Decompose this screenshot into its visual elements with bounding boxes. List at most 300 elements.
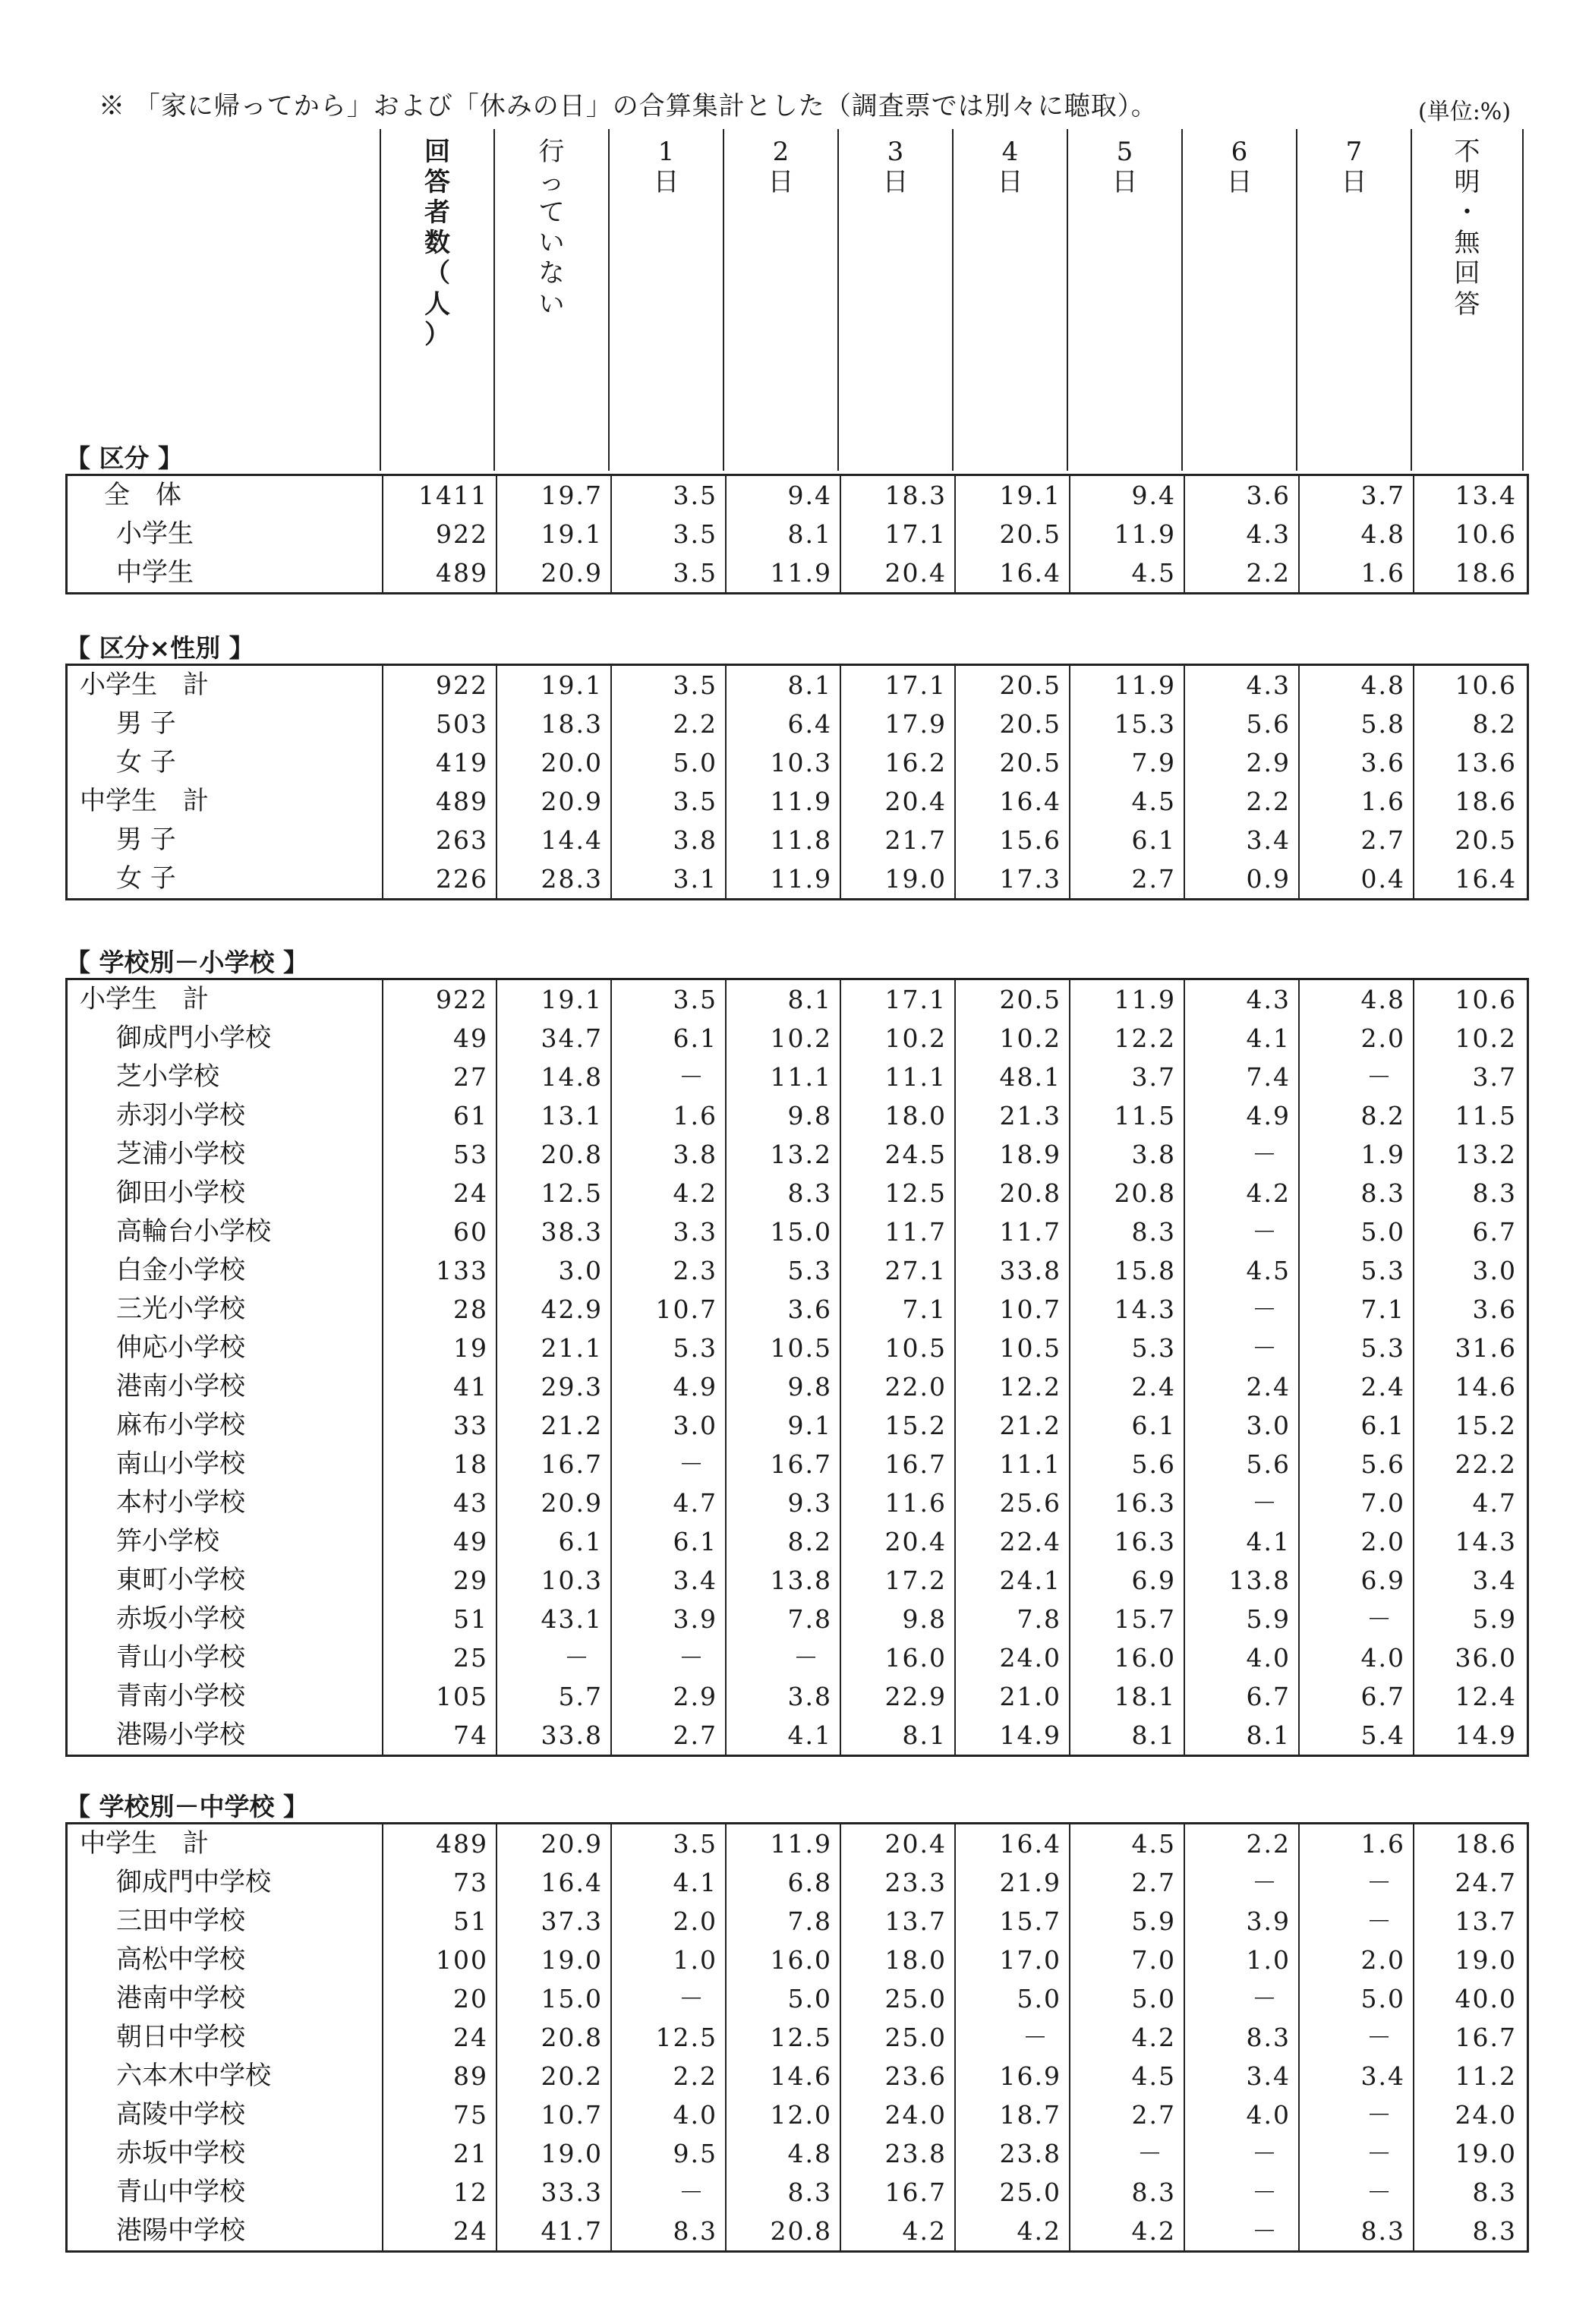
percent-cell: 3.8 bbox=[610, 1135, 725, 1174]
percent-cell: 1.6 bbox=[1298, 782, 1413, 821]
row-label: 青南小学校 bbox=[116, 1681, 245, 1711]
percent-cell: 10.7 bbox=[496, 2095, 610, 2134]
table-row bbox=[68, 1677, 1527, 1716]
header-char: 不 bbox=[1454, 137, 1480, 167]
row-label: 高松中学校 bbox=[116, 1944, 245, 1975]
percent-cell: 4.0 bbox=[1298, 1638, 1413, 1677]
percent-cell: 20.4 bbox=[840, 1522, 954, 1561]
table-row bbox=[68, 1096, 1527, 1135]
percent-cell: 4.5 bbox=[1069, 782, 1184, 821]
header-char: 無 bbox=[1454, 228, 1480, 259]
respondent-count: 226 bbox=[382, 859, 496, 898]
percent-cell: 19.0 bbox=[496, 1941, 610, 1979]
percent-cell: 16.4 bbox=[1413, 859, 1524, 898]
percent-cell: 13.7 bbox=[840, 1902, 954, 1941]
row-label: 女 子 bbox=[116, 863, 176, 894]
percent-cell: 48.1 bbox=[954, 1058, 1069, 1096]
percent-cell: 15.2 bbox=[840, 1406, 954, 1445]
percent-cell: 23.8 bbox=[954, 2134, 1069, 2173]
percent-cell: 1.0 bbox=[610, 1941, 725, 1979]
respondent-count: 51 bbox=[382, 1600, 496, 1638]
percent-cell: 20.5 bbox=[954, 515, 1069, 553]
percent-cell: 3.5 bbox=[610, 782, 725, 821]
table-row bbox=[68, 2173, 1527, 2212]
table-row bbox=[68, 2212, 1527, 2250]
percent-cell: 5.0 bbox=[954, 1979, 1069, 2018]
header-char: 日 bbox=[882, 167, 909, 198]
respondent-count: 489 bbox=[382, 553, 496, 592]
percent-cell: 21.9 bbox=[954, 1863, 1069, 1902]
percent-cell: 16.7 bbox=[840, 2173, 954, 2212]
percent-cell: 2.0 bbox=[1298, 1522, 1413, 1561]
percent-cell: 5.0 bbox=[1069, 1979, 1184, 2018]
percent-cell: 8.2 bbox=[1298, 1096, 1413, 1135]
row-label: 朝日中学校 bbox=[116, 2022, 245, 2052]
percent-cell: 24.5 bbox=[840, 1135, 954, 1174]
percent-cell: 20.5 bbox=[954, 743, 1069, 782]
respondent-count: 1411 bbox=[382, 476, 496, 515]
percent-cell: 6.1 bbox=[496, 1522, 610, 1561]
percent-cell: 12.5 bbox=[610, 2018, 725, 2057]
percent-cell: 3.9 bbox=[610, 1600, 725, 1638]
percent-cell: 33.8 bbox=[954, 1251, 1069, 1290]
percent-cell: 20.2 bbox=[496, 2057, 610, 2095]
percent-cell: 20.5 bbox=[1413, 821, 1524, 859]
header-right-border bbox=[1522, 129, 1524, 471]
header-char: 明 bbox=[1454, 167, 1480, 198]
percent-cell: 8.1 bbox=[725, 980, 840, 1019]
percent-cell: 8.3 bbox=[725, 1174, 840, 1212]
row-label: 中学生 bbox=[116, 557, 194, 588]
percent-cell: 4.2 bbox=[1184, 1174, 1298, 1212]
table-row bbox=[68, 743, 1527, 782]
percent-cell: 16.4 bbox=[496, 1863, 610, 1902]
percent-cell: 2.2 bbox=[610, 2057, 725, 2095]
percent-cell: 4.2 bbox=[1069, 2018, 1184, 2057]
percent-cell: 12.4 bbox=[1413, 1677, 1524, 1716]
percent-cell: 11.5 bbox=[1413, 1096, 1524, 1135]
percent-cell: 13.2 bbox=[1413, 1135, 1524, 1174]
respondent-count: 19 bbox=[382, 1329, 496, 1367]
percent-cell: 5.0 bbox=[610, 743, 725, 782]
table-row bbox=[68, 1058, 1527, 1096]
respondent-count: 133 bbox=[382, 1251, 496, 1290]
percent-cell: 16.0 bbox=[840, 1638, 954, 1677]
row-label: 中学生 計 bbox=[80, 786, 209, 816]
respondent-count: 60 bbox=[382, 1212, 496, 1251]
percent-cell: 20.5 bbox=[954, 666, 1069, 705]
percent-cell: 20.4 bbox=[840, 553, 954, 592]
percent-cell: 8.3 bbox=[1413, 2212, 1524, 2250]
percent-cell: 7.0 bbox=[1298, 1484, 1413, 1522]
percent-cell: 11.5 bbox=[1069, 1096, 1184, 1135]
respondent-count: 28 bbox=[382, 1290, 496, 1329]
header-4-days bbox=[952, 129, 1067, 471]
percent-cell: 8.3 bbox=[1069, 1212, 1184, 1251]
percent-cell: － bbox=[1184, 2212, 1298, 2250]
respondent-count: 12 bbox=[382, 2173, 496, 2212]
percent-cell: 11.9 bbox=[1069, 980, 1184, 1019]
respondent-count: 25 bbox=[382, 1638, 496, 1677]
row-label: 男 子 bbox=[116, 708, 176, 739]
percent-cell: 18.0 bbox=[840, 1941, 954, 1979]
row-label: 赤坂中学校 bbox=[116, 2138, 245, 2168]
percent-cell: － bbox=[1298, 1600, 1413, 1638]
percent-cell: 17.1 bbox=[840, 980, 954, 1019]
header-char: 5 bbox=[1116, 137, 1133, 167]
percent-cell: 20.8 bbox=[496, 1135, 610, 1174]
percent-cell: 3.4 bbox=[610, 1561, 725, 1600]
percent-cell: 18.9 bbox=[954, 1135, 1069, 1174]
percent-cell: － bbox=[1298, 1863, 1413, 1902]
percent-cell: 7.1 bbox=[1298, 1290, 1413, 1329]
percent-cell: 8.3 bbox=[1298, 1174, 1413, 1212]
row-label: 女 子 bbox=[116, 747, 176, 777]
percent-cell: － bbox=[1184, 1484, 1298, 1522]
percent-cell: 7.9 bbox=[1069, 743, 1184, 782]
header-char: 者 bbox=[424, 197, 450, 229]
header-5-days bbox=[1067, 129, 1181, 471]
percent-cell: 3.4 bbox=[1184, 2057, 1298, 2095]
percent-cell: 20.9 bbox=[496, 782, 610, 821]
percent-cell: 2.4 bbox=[1069, 1367, 1184, 1406]
table-row bbox=[68, 2057, 1527, 2095]
percent-cell: 17.1 bbox=[840, 515, 954, 553]
percent-cell: 6.9 bbox=[1069, 1561, 1184, 1600]
percent-cell: 27.1 bbox=[840, 1251, 954, 1290]
percent-cell: 3.5 bbox=[610, 515, 725, 553]
percent-cell: 5.6 bbox=[1298, 1445, 1413, 1484]
table-row bbox=[68, 705, 1527, 743]
row-label: 高陵中学校 bbox=[116, 2099, 245, 2130]
percent-cell: 2.9 bbox=[610, 1677, 725, 1716]
percent-cell: － bbox=[1298, 2173, 1413, 2212]
percent-cell: 3.5 bbox=[610, 980, 725, 1019]
percent-cell: 6.1 bbox=[1069, 821, 1184, 859]
row-label: 港南中学校 bbox=[116, 1983, 245, 2013]
header-char: 答 bbox=[424, 167, 450, 198]
respondent-count: 33 bbox=[382, 1406, 496, 1445]
row-label: 三光小学校 bbox=[116, 1294, 245, 1324]
header-char: 答 bbox=[1454, 289, 1480, 320]
percent-cell: 4.8 bbox=[1298, 666, 1413, 705]
percent-cell: 12.2 bbox=[954, 1367, 1069, 1406]
percent-cell: 3.6 bbox=[1413, 1290, 1524, 1329]
percent-cell: 5.9 bbox=[1184, 1600, 1298, 1638]
percent-cell: 33.8 bbox=[496, 1716, 610, 1755]
respondent-count: 24 bbox=[382, 2212, 496, 2250]
table-row bbox=[68, 1716, 1527, 1755]
percent-cell: 19.1 bbox=[496, 515, 610, 553]
percent-cell: 16.7 bbox=[840, 1445, 954, 1484]
percent-cell: 11.1 bbox=[954, 1445, 1069, 1484]
percent-cell: 2.4 bbox=[1184, 1367, 1298, 1406]
table-row bbox=[68, 1019, 1527, 1058]
percent-cell: 8.3 bbox=[725, 2173, 840, 2212]
percent-cell: 11.7 bbox=[954, 1212, 1069, 1251]
table-row bbox=[68, 1979, 1527, 2018]
percent-cell: 10.7 bbox=[610, 1290, 725, 1329]
percent-cell: － bbox=[954, 2018, 1069, 2057]
percent-cell: 17.2 bbox=[840, 1561, 954, 1600]
percent-cell: 8.2 bbox=[1413, 705, 1524, 743]
percent-cell: 13.8 bbox=[725, 1561, 840, 1600]
percent-cell: 6.4 bbox=[725, 705, 840, 743]
percent-cell: 14.3 bbox=[1069, 1290, 1184, 1329]
header-char: 4 bbox=[1001, 137, 1019, 167]
respondent-count: 263 bbox=[382, 821, 496, 859]
percent-cell: 3.8 bbox=[725, 1677, 840, 1716]
percent-cell: 4.1 bbox=[1184, 1522, 1298, 1561]
header-char: 日 bbox=[1226, 167, 1253, 198]
respondent-count: 21 bbox=[382, 2134, 496, 2173]
data-table bbox=[65, 474, 1529, 594]
header-char: 数 bbox=[424, 228, 450, 259]
percent-cell: 10.5 bbox=[840, 1329, 954, 1367]
percent-cell: 17.0 bbox=[954, 1941, 1069, 1979]
percent-cell: － bbox=[725, 1638, 840, 1677]
percent-cell: 5.8 bbox=[1298, 705, 1413, 743]
percent-cell: 9.5 bbox=[610, 2134, 725, 2173]
table-row bbox=[68, 1135, 1527, 1174]
section-title: 【 学校別－中学校 】 bbox=[65, 1792, 308, 1821]
percent-cell: 15.7 bbox=[1069, 1600, 1184, 1638]
percent-cell: 19.1 bbox=[496, 980, 610, 1019]
percent-cell: 20.9 bbox=[496, 1824, 610, 1863]
percent-cell: 10.6 bbox=[1413, 666, 1524, 705]
percent-cell: 11.6 bbox=[840, 1484, 954, 1522]
percent-cell: － bbox=[610, 1979, 725, 2018]
percent-cell: 13.2 bbox=[725, 1135, 840, 1174]
table-row bbox=[68, 2134, 1527, 2173]
percent-cell: 13.6 bbox=[1413, 743, 1524, 782]
percent-cell: 11.9 bbox=[725, 859, 840, 898]
table-row bbox=[68, 1484, 1527, 1522]
percent-cell: 18.6 bbox=[1413, 553, 1524, 592]
percent-cell: 6.1 bbox=[1298, 1406, 1413, 1445]
percent-cell: 3.5 bbox=[610, 553, 725, 592]
percent-cell: 12.5 bbox=[496, 1174, 610, 1212]
percent-cell: 9.4 bbox=[725, 476, 840, 515]
percent-cell: 2.0 bbox=[1298, 1941, 1413, 1979]
percent-cell: 22.9 bbox=[840, 1677, 954, 1716]
percent-cell: 5.9 bbox=[1413, 1600, 1524, 1638]
percent-cell: 18.6 bbox=[1413, 1824, 1524, 1863]
header-char: 行 bbox=[538, 137, 565, 167]
percent-cell: 43.1 bbox=[496, 1600, 610, 1638]
percent-cell: － bbox=[610, 1445, 725, 1484]
percent-cell: 18.7 bbox=[954, 2095, 1069, 2134]
percent-cell: 8.3 bbox=[1184, 2018, 1298, 2057]
respondent-count: 503 bbox=[382, 705, 496, 743]
percent-cell: 19.0 bbox=[1413, 1941, 1524, 1979]
percent-cell: 3.4 bbox=[1298, 2057, 1413, 2095]
percent-cell: 11.9 bbox=[725, 782, 840, 821]
percent-cell: 10.3 bbox=[725, 743, 840, 782]
percent-cell: － bbox=[1184, 1329, 1298, 1367]
percent-cell: 15.0 bbox=[725, 1212, 840, 1251]
percent-cell: 21.2 bbox=[954, 1406, 1069, 1445]
table-row bbox=[68, 1600, 1527, 1638]
percent-cell: 29.3 bbox=[496, 1367, 610, 1406]
row-label: 全 体 bbox=[104, 480, 181, 510]
percent-cell: － bbox=[1184, 1979, 1298, 2018]
percent-cell: 20.5 bbox=[954, 980, 1069, 1019]
percent-cell: 14.6 bbox=[1413, 1367, 1524, 1406]
header-char: 6 bbox=[1231, 137, 1248, 167]
percent-cell: 4.1 bbox=[725, 1716, 840, 1755]
percent-cell: 10.6 bbox=[1413, 515, 1524, 553]
percent-cell: 2.3 bbox=[610, 1251, 725, 1290]
header-char: 回 bbox=[424, 137, 450, 167]
percent-cell: 11.9 bbox=[1069, 666, 1184, 705]
header-char: 2 bbox=[772, 137, 790, 167]
respondent-count: 51 bbox=[382, 1902, 496, 1941]
percent-cell: 8.1 bbox=[725, 515, 840, 553]
respondent-count: 922 bbox=[382, 515, 496, 553]
percent-cell: 17.3 bbox=[954, 859, 1069, 898]
row-label: 赤羽小学校 bbox=[116, 1100, 245, 1130]
table-row bbox=[68, 1329, 1527, 1367]
header-char: 回 bbox=[1454, 258, 1480, 289]
percent-cell: 1.9 bbox=[1298, 1135, 1413, 1174]
table-row bbox=[68, 1638, 1527, 1677]
percent-cell: 17.1 bbox=[840, 666, 954, 705]
percent-cell: 19.0 bbox=[496, 2134, 610, 2173]
percent-cell: 6.7 bbox=[1413, 1212, 1524, 1251]
percent-cell: 12.0 bbox=[725, 2095, 840, 2134]
row-label: 東町小学校 bbox=[116, 1565, 245, 1595]
row-label: 男 子 bbox=[116, 825, 176, 855]
respondent-count: 61 bbox=[382, 1096, 496, 1135]
percent-cell: 15.3 bbox=[1069, 705, 1184, 743]
percent-cell: 25.0 bbox=[954, 2173, 1069, 2212]
percent-cell: 8.3 bbox=[1298, 2212, 1413, 2250]
percent-cell: 24.0 bbox=[954, 1638, 1069, 1677]
percent-cell: 16.4 bbox=[954, 782, 1069, 821]
percent-cell: 15.7 bbox=[954, 1902, 1069, 1941]
percent-cell: 5.0 bbox=[725, 1979, 840, 2018]
percent-cell: 16.0 bbox=[1069, 1638, 1184, 1677]
percent-cell: 20.9 bbox=[496, 1484, 610, 1522]
percent-cell: 11.1 bbox=[840, 1058, 954, 1096]
table-row bbox=[68, 476, 1527, 515]
respondent-count: 489 bbox=[382, 1824, 496, 1863]
percent-cell: 31.6 bbox=[1413, 1329, 1524, 1367]
percent-cell: 11.9 bbox=[1069, 515, 1184, 553]
percent-cell: 5.3 bbox=[1298, 1251, 1413, 1290]
percent-cell: 15.6 bbox=[954, 821, 1069, 859]
percent-cell: 4.5 bbox=[1184, 1251, 1298, 1290]
table-row bbox=[68, 1174, 1527, 1212]
percent-cell: 37.3 bbox=[496, 1902, 610, 1941]
percent-cell: 6.1 bbox=[610, 1019, 725, 1058]
row-label: 三田中学校 bbox=[116, 1906, 245, 1936]
header-2-days bbox=[723, 129, 837, 471]
percent-cell: 10.5 bbox=[954, 1329, 1069, 1367]
percent-cell: 7.8 bbox=[954, 1600, 1069, 1638]
row-label: 青山小学校 bbox=[116, 1642, 245, 1673]
percent-cell: 20.8 bbox=[1069, 1174, 1184, 1212]
header-char: い bbox=[538, 228, 565, 259]
section-title: 【 区分×性別 】 bbox=[65, 633, 254, 663]
percent-cell: 3.5 bbox=[610, 1824, 725, 1863]
row-label: 青山中学校 bbox=[116, 2177, 245, 2207]
header-char: 7 bbox=[1345, 137, 1363, 167]
percent-cell: 25.0 bbox=[840, 2018, 954, 2057]
percent-cell: 14.8 bbox=[496, 1058, 610, 1096]
percent-cell: 10.5 bbox=[725, 1329, 840, 1367]
percent-cell: 3.0 bbox=[496, 1251, 610, 1290]
table-row bbox=[68, 1863, 1527, 1902]
percent-cell: 2.2 bbox=[610, 705, 725, 743]
percent-cell: 21.2 bbox=[496, 1406, 610, 1445]
header-6-days bbox=[1181, 129, 1296, 471]
percent-cell: 14.4 bbox=[496, 821, 610, 859]
percent-cell: 5.0 bbox=[1298, 1979, 1413, 2018]
percent-cell: － bbox=[1184, 1212, 1298, 1251]
percent-cell: 16.7 bbox=[725, 1445, 840, 1484]
percent-cell: 36.0 bbox=[1413, 1638, 1524, 1677]
header-char: 1 bbox=[657, 137, 675, 167]
percent-cell: 7.4 bbox=[1184, 1058, 1298, 1096]
percent-cell: 4.1 bbox=[610, 1863, 725, 1902]
percent-cell: 4.2 bbox=[954, 2212, 1069, 2250]
respondent-count: 100 bbox=[382, 1941, 496, 1979]
percent-cell: 14.9 bbox=[954, 1716, 1069, 1755]
percent-cell: 22.2 bbox=[1413, 1445, 1524, 1484]
percent-cell: 20.0 bbox=[496, 743, 610, 782]
percent-cell: 3.7 bbox=[1413, 1058, 1524, 1096]
percent-cell: 3.8 bbox=[1069, 1135, 1184, 1174]
percent-cell: 19.7 bbox=[496, 476, 610, 515]
percent-cell: 22.4 bbox=[954, 1522, 1069, 1561]
table-row bbox=[68, 821, 1527, 859]
header-char: い bbox=[538, 289, 565, 320]
percent-cell: 11.1 bbox=[725, 1058, 840, 1096]
percent-cell: 5.0 bbox=[1298, 1212, 1413, 1251]
percent-cell: 16.7 bbox=[1413, 2018, 1524, 2057]
header-1-day bbox=[608, 129, 723, 471]
respondent-count: 29 bbox=[382, 1561, 496, 1600]
survey-note: ※ 「家に帰ってから」および「休みの日」の合算集計とした（調査票では別々に聴取）。 bbox=[99, 91, 1158, 121]
percent-cell: 3.5 bbox=[610, 666, 725, 705]
row-label: 小学生 計 bbox=[80, 984, 209, 1014]
percent-cell: 4.1 bbox=[1184, 1019, 1298, 1058]
section-title: 【 区分 】 bbox=[65, 443, 183, 473]
percent-cell: 19.0 bbox=[1413, 2134, 1524, 2173]
percent-cell: 8.1 bbox=[725, 666, 840, 705]
percent-cell: 23.6 bbox=[840, 2057, 954, 2095]
percent-cell: 5.9 bbox=[1069, 1902, 1184, 1941]
percent-cell: 11.7 bbox=[840, 1212, 954, 1251]
percent-cell: － bbox=[1298, 2095, 1413, 2134]
percent-cell: 3.8 bbox=[610, 821, 725, 859]
respondent-count: 89 bbox=[382, 2057, 496, 2095]
row-label: 芝浦小学校 bbox=[116, 1139, 245, 1169]
percent-cell: 21.1 bbox=[496, 1329, 610, 1367]
data-table bbox=[65, 1822, 1529, 2253]
percent-cell: 11.2 bbox=[1413, 2057, 1524, 2095]
percent-cell: 0.9 bbox=[1184, 859, 1298, 898]
percent-cell: 20.8 bbox=[954, 1174, 1069, 1212]
respondent-count: 419 bbox=[382, 743, 496, 782]
percent-cell: 4.0 bbox=[1184, 1638, 1298, 1677]
row-label: 白金小学校 bbox=[116, 1255, 245, 1285]
percent-cell: 1.0 bbox=[1184, 1941, 1298, 1979]
percent-cell: 4.5 bbox=[1069, 1824, 1184, 1863]
data-table bbox=[65, 664, 1529, 900]
